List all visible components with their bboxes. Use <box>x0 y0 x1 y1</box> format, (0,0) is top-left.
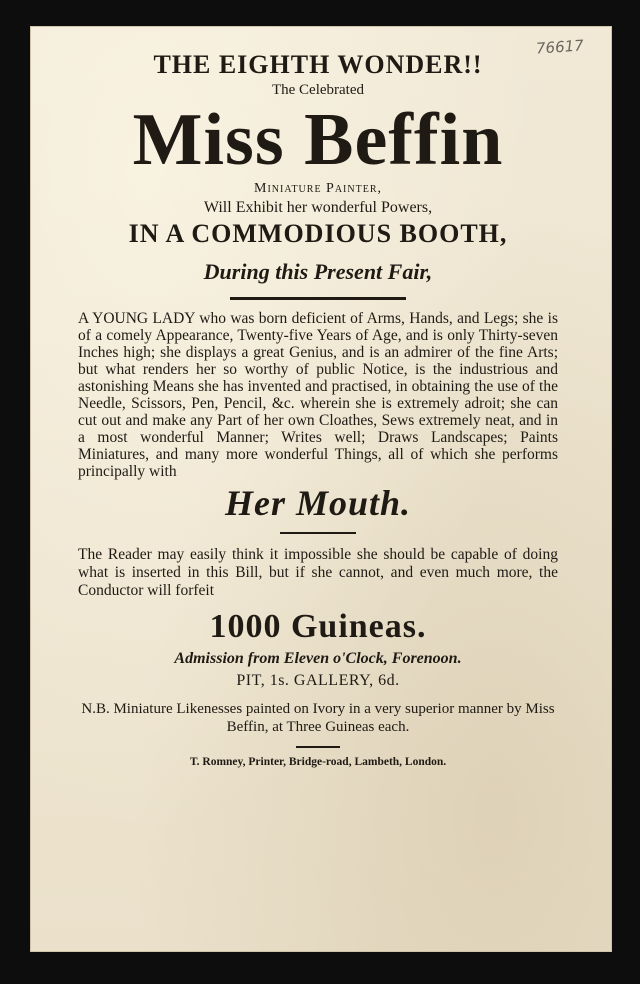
challenge-paragraph: The Reader may easily think it impossible she should be capable of doing what is inserted in this Bill, but if she cannot, and even much more, the Conductor will forfeit <box>78 546 558 599</box>
emphasis-line: Her Mouth. <box>224 483 412 523</box>
nota-bene: N.B. Miniature Likenesses painted on Ivory in a very superior manner by Miss Beffin, at Three Guineas each. <box>81 701 555 735</box>
divider-rule <box>230 297 406 300</box>
admission-line: Admission from Eleven o'Clock, Forenoon. <box>174 650 462 667</box>
divider-rule-short <box>280 532 356 534</box>
broadside-sheet <box>30 26 612 952</box>
accession-number: 76617 <box>535 36 585 58</box>
venue-line: IN A COMMODIOUS BOOTH, <box>128 219 508 248</box>
performer-name: Miss Beffin <box>132 99 504 181</box>
divider-rule-tiny <box>296 746 340 748</box>
printer-imprint: T. Romney, Printer, Bridge-road, Lambeth, London. <box>189 756 447 768</box>
forfeit-amount: 1000 Guineas. <box>209 608 427 645</box>
time-line: During this Present Fair, <box>203 259 433 284</box>
exhibit-line: Will Exhibit her wonderful Powers, <box>203 199 433 216</box>
prices-line: PIT, 1s. GALLERY, 6d. <box>236 672 400 689</box>
description-paragraph <box>78 310 558 480</box>
description-text: A YOUNG LADY who was born deficient of Arms, Hands, and Legs; she is of a comely Appearance, Twenty-five Years of Age, and is only Thirty-seven Inches high; she displays a great Genius, and is an admirer of the fine Arts; but what renders her so worthy of public Notice, is the industrious and astonishing Means she has invented and practised, in obtaining the use of the Needle, Scissors, Pen, Pencil, &c. wherein she is extremely adroit; she can cut out and make any Part of her own Cloathes, Sews extremely neat, and in a most wonderful Manner; Writes well; Draws Landscapes; Paints Miniatures, and many more wonderful Things, all of which she performs principally with <box>78 310 558 480</box>
intro-line: The Celebrated <box>271 82 365 98</box>
occupation-line: Miniature Painter, <box>254 181 382 196</box>
headline: THE EIGHTH WONDER!! <box>153 50 483 79</box>
